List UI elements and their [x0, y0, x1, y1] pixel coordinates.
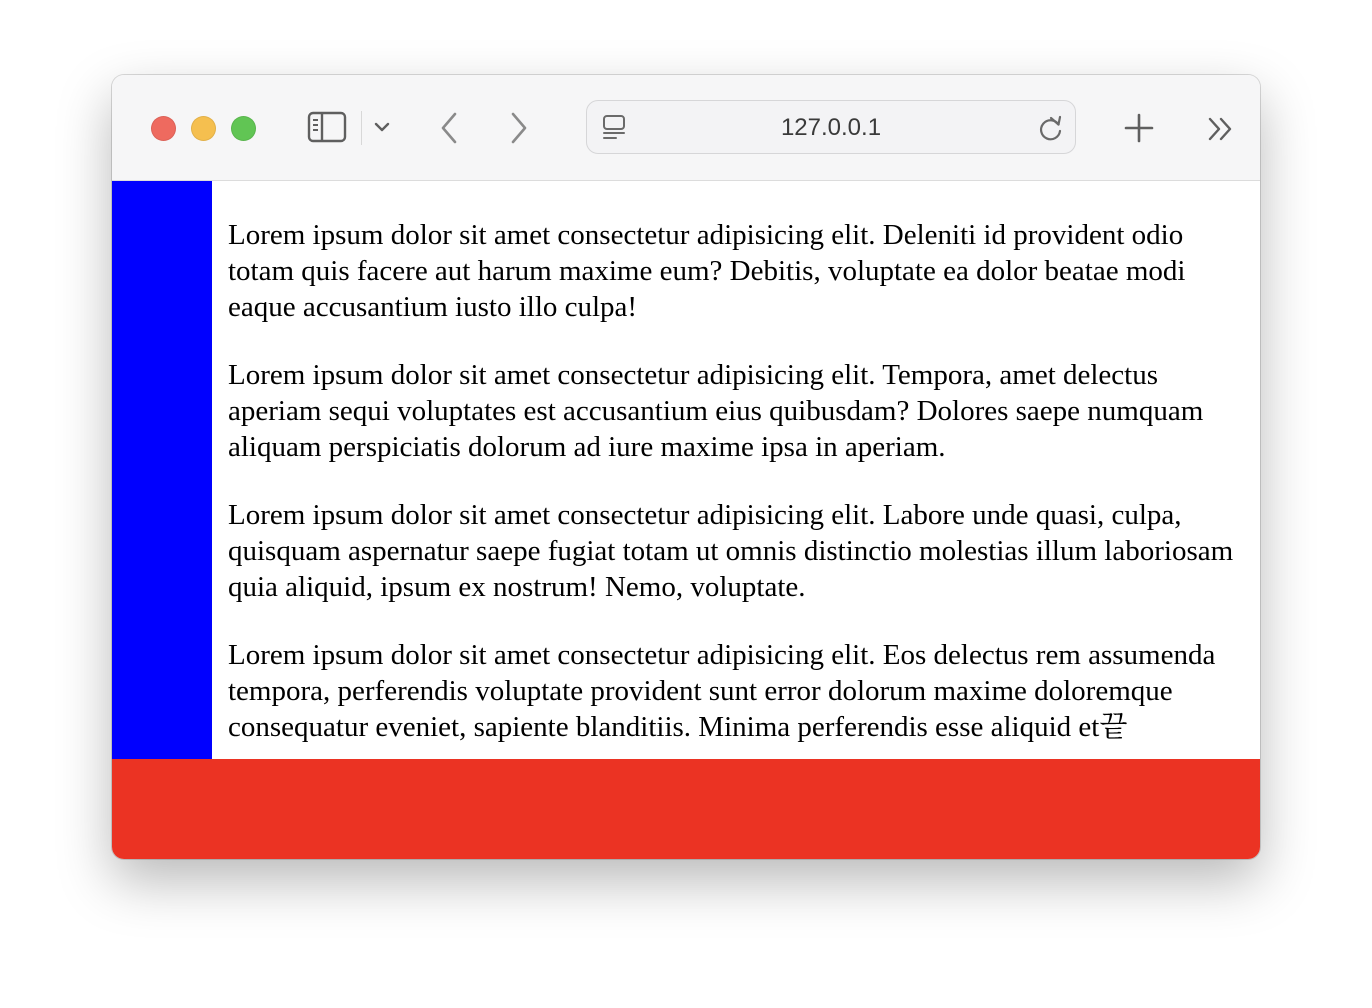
paragraph: Lorem ipsum dolor sit amet consectetur adipisicing elit. Deleniti id provident odio totam quis facere aut harum maxime eum? Debitis, voluptate ea dolor beatae modi eaque accusantium iusto illo culpa!	[228, 219, 1186, 323]
close-window-button[interactable]	[151, 116, 176, 141]
toolbar-separator	[361, 111, 362, 145]
minimize-window-button[interactable]	[191, 116, 216, 141]
blue-sidebar	[112, 181, 212, 759]
browser-window	[112, 75, 1260, 859]
sidebar-icon[interactable]	[306, 111, 348, 143]
reload-icon[interactable]	[1037, 114, 1065, 144]
chevron-left-icon[interactable]	[436, 109, 462, 147]
chevron-right-icon[interactable]	[506, 109, 532, 147]
address-bar[interactable]	[586, 100, 1076, 154]
plus-icon[interactable]	[1123, 112, 1155, 144]
red-footer	[112, 759, 1260, 859]
address-text[interactable]: 127.0.0.1	[780, 114, 882, 141]
paragraph: Lorem ipsum dolor sit amet consectetur adipisicing elit. Eos delectus rem assumenda tempora, perferendis voluptate provident sunt error dolorum maxime doloremque consequatur eveniet, sapiente blanditiis. Minima perferendis esse aliquid et끝	[228, 639, 1216, 743]
article	[228, 217, 1244, 759]
double-chevron-right-icon[interactable]	[1206, 115, 1236, 143]
zoom-window-button[interactable]	[231, 116, 256, 141]
browser-toolbar	[112, 75, 1260, 181]
paragraph: Lorem ipsum dolor sit amet consectetur adipisicing elit. Labore unde quasi, culpa, quisquam aspernatur saepe fugiat totam ut omnis distinctio molestias illum laboriosam quia aliquid, ipsum ex nostrum! Nemo, voluptate.	[228, 499, 1234, 603]
chevron-down-icon[interactable]	[372, 119, 392, 135]
page-content	[112, 181, 1260, 759]
paragraph: Lorem ipsum dolor sit amet consectetur adipisicing elit. Tempora, amet delectus aperiam sequi voluptates est accusantium eius quibusdam? Dolores saepe numquam aliquam perspiciatis dolorum ad iure maxime ipsa in aperiam.	[228, 359, 1204, 463]
